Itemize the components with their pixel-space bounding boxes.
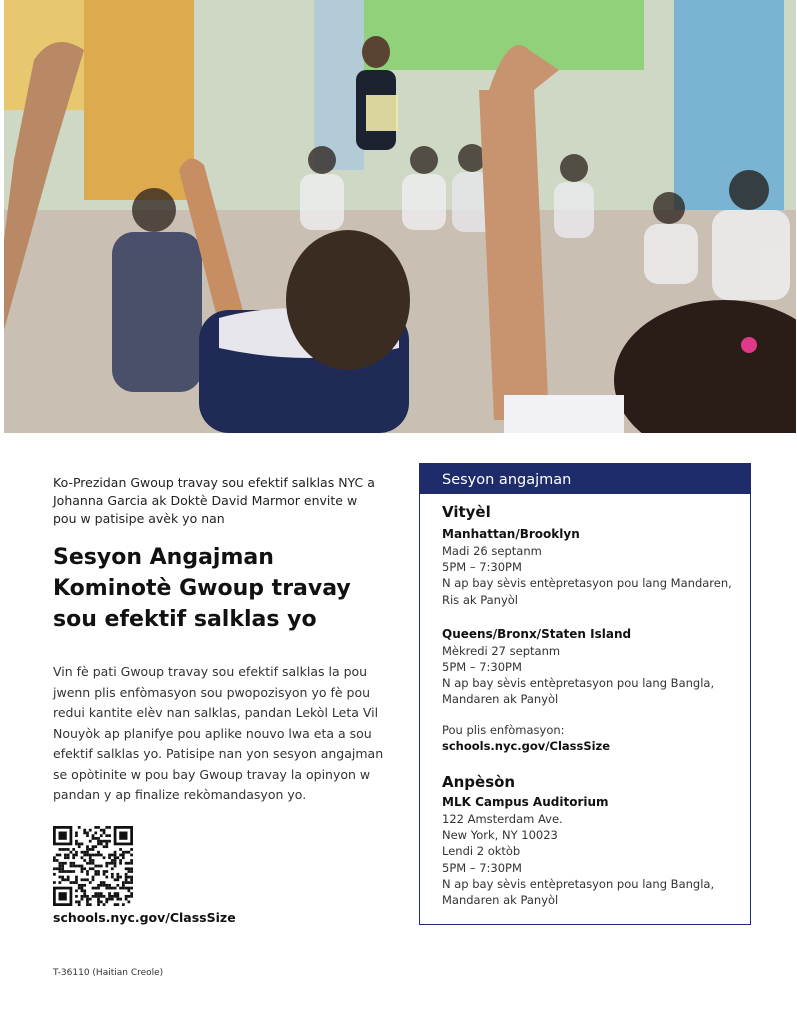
session-time: 5PM – 7:30PM [442, 860, 522, 875]
document-code: T-36110 (Haitian Creole) [53, 968, 164, 978]
session-note: N ap bay sèvis entèpretasyon pou lang Mandaren, Ris ak Panyòl [442, 576, 732, 607]
sessions-header: Sesyon angajman [420, 464, 750, 494]
in-person-section-title: Anpèsòn [442, 773, 516, 792]
virtual-section-title: Vityèl [442, 503, 491, 521]
session-time: 5PM – 7:30PM [442, 660, 522, 675]
session-location: Manhattan/Brooklyn [442, 527, 580, 541]
venue-address-line: New York, NY 10023 [442, 828, 558, 843]
more-info-label: Pou plis enfòmasyon: [442, 722, 565, 737]
venue-address-line: 122 Amsterdam Ave. [442, 812, 563, 827]
invitation-intro: Ko-Prezidan Gwoup travay sou efektif salklas NYC a Johanna Garcia ak Doktè David Marmor envite w pou w patisipe avèk yo nan [53, 475, 375, 526]
sessions-panel [419, 463, 751, 925]
title-line: Kominotè Gwoup travay [53, 576, 351, 601]
title-line: sou efektif salklas yo [53, 607, 317, 632]
session-location: Queens/Bronx/Staten Island [442, 626, 632, 641]
classroom-photo [4, 0, 796, 433]
more-info-link[interactable]: schools.nyc.gov/ClassSize [442, 738, 611, 753]
body-paragraph: Vin fè pati Gwoup travay sou efektif salklas la pou jwenn plis enfòmasyon sou pwopozisyon yo fè pou redui kantite elèv nan salklas, pandan Lekòl Leta Vil Nouyòk ap planifye pou aplike nouvo lwa eta a sou efektif salklas yo. Patisipe nan yon sesyon angajman se opòtinite w pou bay Gwoup travay la opinyon w pandan y ap finalize rekòmandasyon yo. [53, 664, 384, 802]
session-time: 5PM – 7:30PM [442, 560, 522, 575]
session-note: N ap bay sèvis entèpretasyon pou lang Bangla, Mandaren ak Panyòl [442, 876, 715, 908]
qr-code-icon[interactable] [53, 826, 133, 906]
session-date: Mèkredi 27 septanm [442, 643, 561, 658]
page-title [53, 542, 393, 635]
title-line: Sesyon Angajman [53, 545, 274, 570]
session-date: Lendi 2 oktòb [442, 844, 521, 859]
qr-url-link[interactable]: schools.nyc.gov/ClassSize [53, 910, 236, 925]
classroom-illustration [4, 0, 796, 433]
venue-name: MLK Campus Auditorium [442, 795, 609, 810]
session-note: N ap bay sèvis entèpretasyon pou lang Bangla, Mandaren ak Panyòl [442, 676, 715, 707]
session-date: Madi 26 septanm [442, 544, 542, 558]
